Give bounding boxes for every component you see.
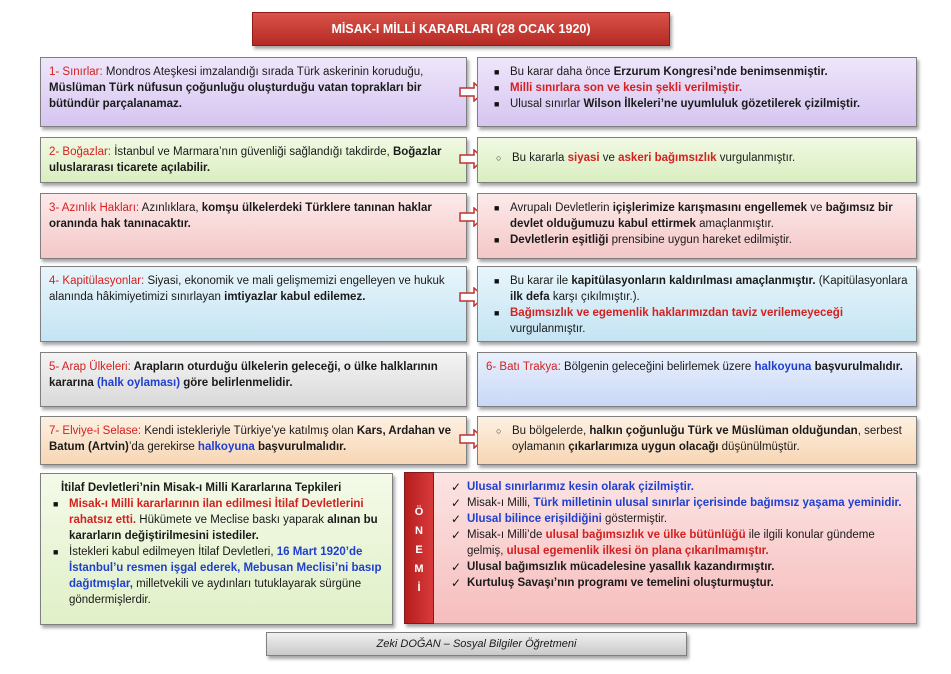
list-item: ■ İstekleri kabul edilmeyen İtilaf Devletleri, 16 Mart 1920’de İstanbul’u resmen işgal ederek, Mebusan Meclisi’ni basıp dağıtmışlar, milletvekili ve aydınları tutuklayarak sürgüne göndermişlerdir. [53,546,382,606]
importance-letter: N [415,525,423,537]
check-icon: ✓ [451,480,462,494]
decision-6-blue-text: halkoyuna [754,361,812,373]
decision-4-bold-text: imtiyazlar kabul edilemez. [224,291,366,303]
decision-2-bold-text: Boğazlar uluslararası ticarete açılabilir. [49,146,442,174]
decision-5-text-end: göre belirlenmelidir. [180,377,293,389]
importance-letter: İ [417,582,421,594]
check-icon: ✓ [451,576,462,590]
decision-6-text-end: başvurulmalıdır. [811,361,903,373]
importance-letters [405,503,433,598]
decision-5-blue-text: (halk oylaması) [96,377,181,389]
decision-3-box [40,193,467,259]
decision-7-text-mid: ’da gerekirse [128,441,198,453]
list-item: ■ Devletlerin eşitliği prensibine uygun hareket edilmiştir. [494,234,792,246]
decision-7-bold-text: Kars, Ardahan ve Batum (Artvin) [49,425,452,453]
list-item: ✓ Ulusal bağımsızlık mücadelesine yasallık kazandırmıştır. [451,560,775,574]
check-icon: ✓ [451,512,462,526]
list-item: ✓ Misak-ı Milli’de ulusal bağımsızlık ve ülke bütünlüğü ile ilgili konular gündeme gelmiş, ulusal egemenlik ilkesi ön plana çıkarılmamıştır. [451,528,875,557]
list-item: ✓ Ulusal bilince erişildiğini göstermiştir. [451,512,668,526]
decision-2-note-box [477,137,917,183]
decision-1-note-box [477,57,917,127]
list-item: ✓ Ulusal sınırlarımız kesin olarak çizilmiştir. [451,480,694,494]
decision-1-bold-text: Müslüman Türk nüfusun çoğunluğu oluşturduğu vatan toprakları bir bütündür parçalanamaz. [49,82,422,110]
decision-5-label: 5- Arap Ülkeleri: [49,361,131,373]
decision-7-note-box [477,416,917,465]
square-bullet-icon: ■ [494,235,500,245]
decision-3-label: 3- Azınlık Hakları: [49,202,140,214]
check-icon: ✓ [451,560,462,574]
circle-bullet-icon: ○ [496,153,502,163]
square-bullet-icon: ■ [494,308,500,318]
list-item: ■ Bu karar ile kapitülasyonların kaldırılması amaçlanmıştır. (Kapitülasyonlara ilk defa karşı çıkılmıştır.). [494,275,908,303]
decision-6-label: 6- Batı Trakya: [486,361,561,373]
decision-1-text: Mondros Ateşkesi imzalandığı sırada Türk askerinin koruduğu, [102,66,424,78]
list-item: ✓ Misak-ı Milli, Türk milletinin ulusal sınırlar içerisinde bağımsız yaşama yeminidir. [451,496,902,510]
importance-box [404,472,917,624]
decision-7-blue-text: halkoyuna [197,441,255,453]
decision-5-text: Arapların oturduğu ülkelerin geleceği, o ülke halklarının kararına [49,361,438,389]
importance-label [404,472,434,624]
decision-4-text: Siyasi, ekonomik ve mali gelişmemizi engelleyen ve hukuk alanında hâkimiyetimizi sınırlayan [49,275,445,303]
square-bullet-icon: ■ [494,83,500,93]
decision-6-text: Bölgenin geleceğini belirlemek üzere [560,361,755,373]
decision-2-text: İstanbul ve Marmara’nın güvenliği sağlandığı takdirde, [111,146,393,158]
list-item: ■ Bağımsızlık ve egemenlik haklarımızdan taviz verilemeyeceği vurgulanmıştır. [494,307,844,335]
decision-4-note-box [477,266,917,342]
decision-3-text: Azınlıklara, [139,202,202,214]
decision-4-label: 4- Kapitülasyonlar: [49,275,145,287]
square-bullet-icon: ■ [53,499,59,509]
decision-5-box [40,352,467,407]
reactions-heading: İtilaf Devletleri’nin Misak-ı Milli Kararlarına Tepkileri [61,482,342,494]
list-item: ○ Bu bölgelerde, halkın çoğunluğu Türk ve Müslüman olduğundan, serbest oylamanın çıkarlarımıza uygun olacağı düşünülmüştür. [496,425,902,453]
reactions-box [40,473,393,625]
decision-3-note-box [477,193,917,259]
check-icon: ✓ [451,496,462,510]
check-icon: ✓ [451,528,462,542]
square-bullet-icon: ■ [494,99,500,109]
list-item: ✓ Kurtuluş Savaşı’nın programı ve temelini oluşturmuştur. [451,576,774,590]
circle-bullet-icon: ○ [496,426,502,436]
decision-7-text-end: başvurulmalıdır. [254,441,347,453]
decision-7-box [40,416,467,465]
decision-7-label: 7- Elviye-i Selase: [49,425,142,437]
importance-letter: M [414,563,424,575]
decision-6-box [477,352,917,407]
decision-1-box [40,57,467,127]
page-title: MİSAK-I MİLLİ KARARLARI (28 OCAK 1920) [252,12,670,46]
decision-2-label: 2- Boğazlar: [49,146,112,158]
decision-1-label: 1- Sınırlar: [49,66,103,78]
square-bullet-icon: ■ [494,203,500,213]
list-item: ■ Avrupalı Devletlerin içişlerimize karışmasını engellemek ve bağımsız bir devlet olduğumuzu kabul ettirmek amaçlanmıştır. [494,202,893,230]
author-footer: Zeki DOĞAN – Sosyal Bilgiler Öğretmeni [266,632,687,656]
decision-7-text: Kendi istekleriyle Türkiye’ye katılmış olan [141,425,357,437]
decision-2-box [40,137,467,183]
square-bullet-icon: ■ [53,547,59,557]
list-item: ■ Bu karar daha önce Erzurum Kongresi’nde benimsenmiştir. [494,66,828,78]
square-bullet-icon: ■ [494,67,500,77]
list-item: ■ Misak-ı Milli kararlarının ilan edilmesi İtilaf Devletlerini rahatsız etti. Hükümete ve Meclise baskı yaparak alınan bu kararların değiştirilmesini istediler. [53,498,378,542]
list-item: ■ Ulusal sınırlar Wilson İlkeleri’ne uyumluluk gözetilerek çizilmiştir. [494,98,861,110]
importance-letter: E [415,544,423,556]
decision-4-box [40,266,467,342]
square-bullet-icon: ■ [494,276,500,286]
importance-letter: Ö [414,506,424,518]
list-item: ■ Milli sınırlara son ve kesin şekli verilmiştir. [494,82,743,94]
list-item: ○ Bu kararla siyasi ve askeri bağımsızlık vurgulanmıştır. [496,152,796,164]
decision-3-bold-text: komşu ülkelerdeki Türklere tanınan haklar oranında hak tanınacaktır. [49,202,432,230]
